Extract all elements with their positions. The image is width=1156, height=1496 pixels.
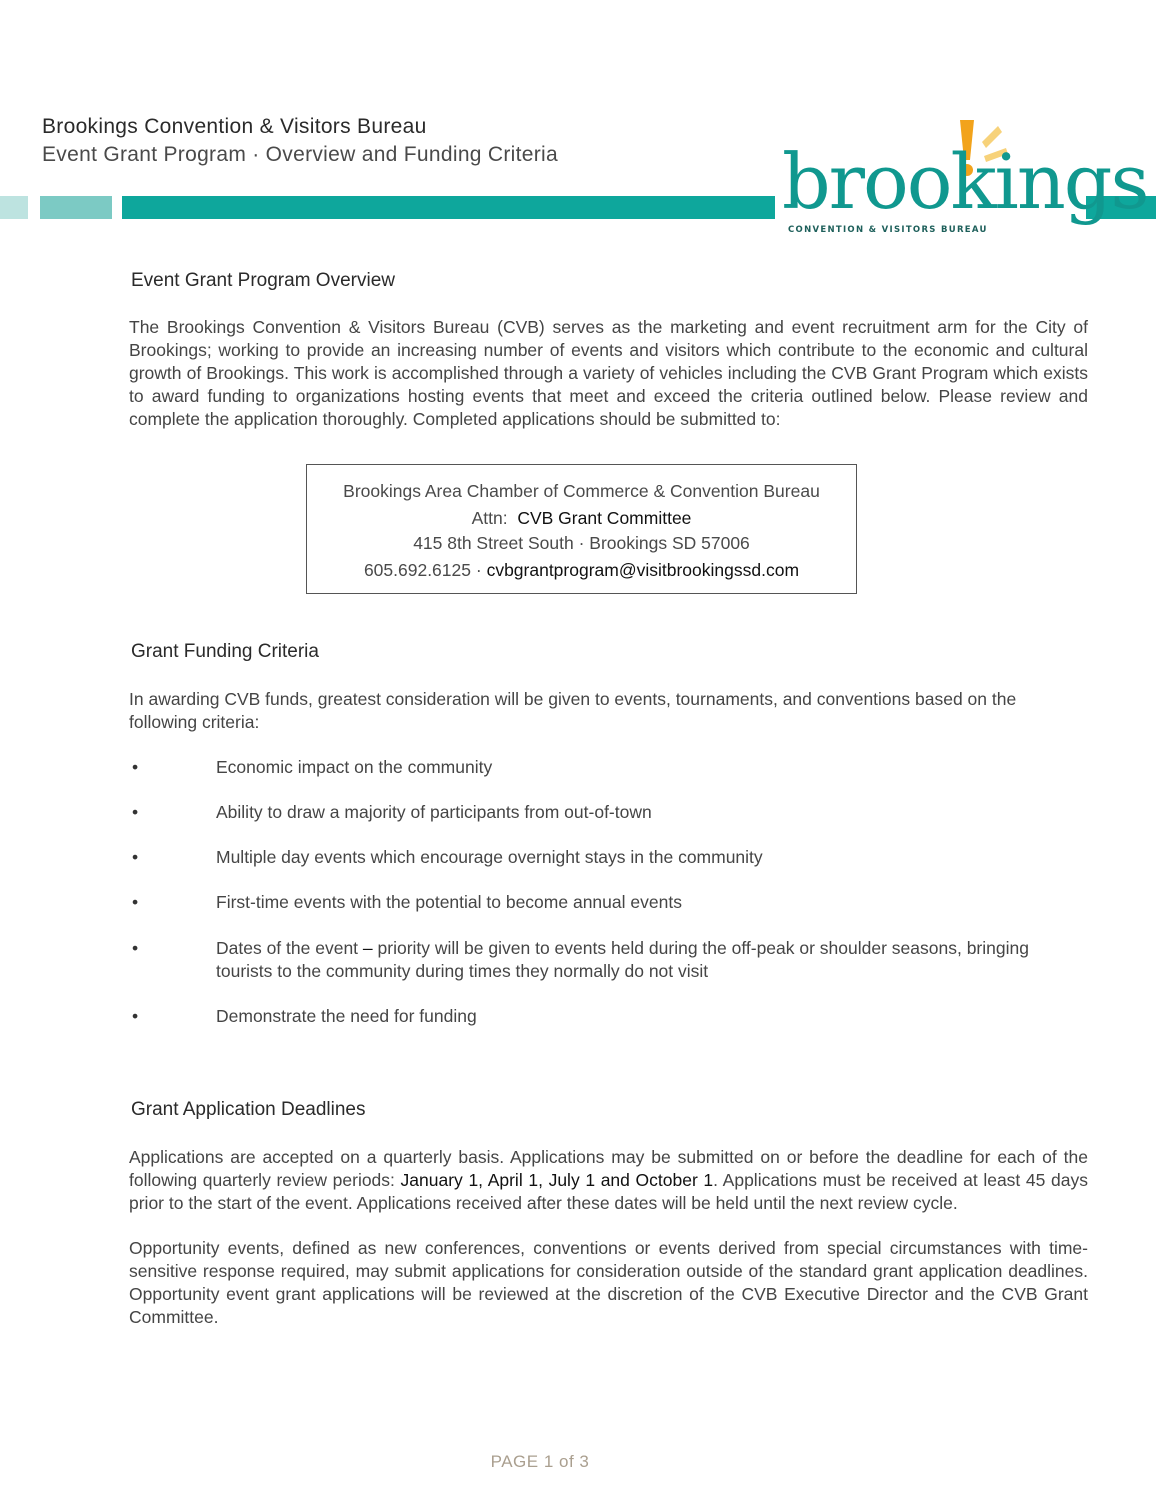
overview-paragraph: The Brookings Convention & Visitors Bureau (CVB) serves as the marketing and event recruitment arm for the City of Brookings; working to provide an increasing number of events and visitors which contribute to the economic and cultural growth of Brookings. This work is accomplished through a variety of vehicles including the CVB Grant Program which exists to award funding to organizations hosting events that meet and exceed the criteria outlined below. Please review and complete the application thoroughly. Completed applications should be submitted to: [129, 317, 1088, 429]
criteria-item-body: priority will be given to events held during the off-peak or shoulder seasons, bringing tourists to the community during times they normally do not visit [216, 938, 1029, 981]
criteria-item-text: Multiple day events which encourage overnight stays in the community [216, 847, 763, 867]
criteria-item-text: Ability to draw a majority of participants from out-of-town [216, 802, 652, 822]
address-attn-name: CVB Grant Committee [517, 508, 692, 528]
criteria-item-text: Economic impact on the community [216, 757, 493, 777]
address-email-link[interactable]: cvbgrantprogram@visitbrookingssd.com [486, 560, 800, 580]
logo-wordmark: brookings [782, 137, 1148, 226]
deadlines-paragraph [129, 1146, 1088, 1215]
bullet-icon: • [132, 938, 139, 958]
brookings-logo [782, 114, 1148, 246]
bullet-icon: • [132, 757, 139, 777]
page-number: PAGE 1 of 3 [490, 1452, 590, 1471]
criteria-item-text [216, 937, 1076, 983]
deadlines-text-before: Applications are accepted on a quarterly basis. Applications may be submitted on or before the deadline for each of the following quarterly review periods: [129, 1147, 1088, 1190]
criteria-item-text: First-time events with the potential to become annual events [216, 892, 682, 912]
deadlines-dates: January 1, April 1, July 1 and October 1 [400, 1170, 714, 1190]
address-street: 415 8th Street South · Brookings SD 57006 [413, 533, 750, 553]
bullet-icon: • [132, 802, 139, 822]
overview-heading: Event Grant Program Overview [131, 270, 395, 291]
address-contact [307, 560, 856, 581]
header-band-pale [0, 196, 28, 219]
logo-tagline: CONVENTION & VISITORS BUREAU [788, 225, 988, 235]
deadlines-text-after: . Applications must be received at least 45 days prior to the start of the event. Applications received after these dates will be held until the next review cycle. [129, 1170, 1088, 1213]
criteria-intro: In awarding CVB funds, greatest consideration will be given to events, tournaments, and conventions based on the following criteria: [129, 689, 1017, 732]
document-subtitle: Event Grant Program · Overview and Funding Criteria [42, 143, 558, 166]
criteria-item-prefix: Dates of the event [216, 938, 359, 958]
address-organization: Brookings Area Chamber of Commerce & Convention Bureau [343, 481, 820, 501]
header-band-main [122, 196, 775, 219]
criteria-item-dash: – [358, 938, 378, 958]
address-attn-label: Attn: [471, 508, 508, 528]
criteria-item-text: Demonstrate the need for funding [216, 1006, 477, 1026]
bullet-icon: • [132, 847, 139, 867]
address-phone: 605.692.6125 · [363, 560, 482, 580]
submission-address-box [306, 464, 857, 594]
header-band-light [40, 196, 112, 219]
bullet-icon: • [132, 1006, 139, 1026]
deadlines-heading: Grant Application Deadlines [131, 1099, 366, 1120]
bullet-icon: • [132, 892, 139, 912]
opportunity-events-paragraph: Opportunity events, defined as new conferences, conventions or events derived from special circumstances with time-sensitive response required, may submit applications for consideration outside of the standard grant application deadlines. Opportunity event grant applications will be reviewed at the discretion of the CVB Executive Director and the CVB Grant Committee. [129, 1238, 1088, 1327]
organization-name: Brookings Convention & Visitors Bureau [42, 115, 427, 138]
criteria-heading: Grant Funding Criteria [131, 641, 319, 662]
address-attention [307, 508, 856, 529]
